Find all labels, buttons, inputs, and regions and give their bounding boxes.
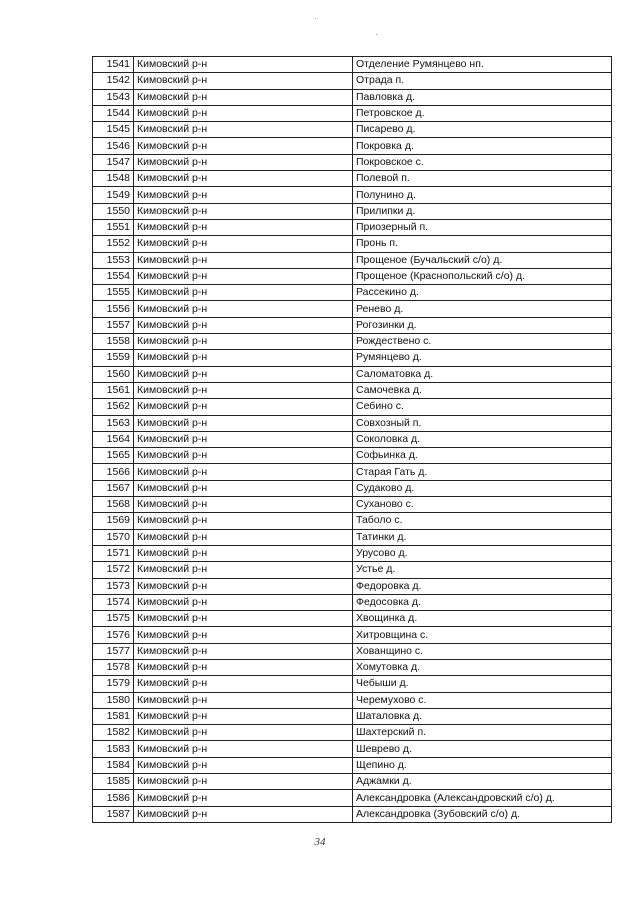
locality-cell: Судаково д. [353,480,612,496]
locality-cell: Полевой п. [353,171,612,187]
table-row [93,741,612,757]
row-number: 1584 [93,757,134,773]
locality-cell: Хитровщина с. [353,627,612,643]
row-number: 1549 [93,187,134,203]
row-number: 1582 [93,725,134,741]
row-number: 1553 [93,252,134,268]
table-row [93,138,612,154]
district-cell: Кимовский р-н [134,399,353,415]
district-cell: Кимовский р-н [134,806,353,822]
district-cell: Кимовский р-н [134,350,353,366]
table-row [93,89,612,105]
locality-cell: Рассекино д. [353,285,612,301]
row-number: 1580 [93,692,134,708]
table-row [93,350,612,366]
locality-cell: Татинки д. [353,529,612,545]
row-number: 1567 [93,480,134,496]
row-number: 1586 [93,790,134,806]
locality-cell: Шахтерский п. [353,725,612,741]
locality-cell: Старая Гать д. [353,464,612,480]
table-row [93,627,612,643]
locality-cell: Совхозный п. [353,415,612,431]
row-number: 1544 [93,105,134,121]
table-row [93,774,612,790]
row-number: 1551 [93,219,134,235]
district-cell: Кимовский р-н [134,611,353,627]
row-number: 1572 [93,562,134,578]
locality-cell: Аджамки д. [353,774,612,790]
page-number: 34 [314,836,326,848]
table-row [93,480,612,496]
locality-table-body [93,57,612,823]
scan-speck [315,18,316,19]
locality-cell: Хвощинка д. [353,611,612,627]
table-row [93,497,612,513]
table-row [93,203,612,219]
district-cell: Кимовский р-н [134,57,353,73]
district-cell: Кимовский р-н [134,725,353,741]
locality-cell: Рождествено с. [353,334,612,350]
district-cell: Кимовский р-н [134,252,353,268]
table-row [93,187,612,203]
table-row [93,448,612,464]
locality-cell: Писарево д. [353,122,612,138]
table-row [93,513,612,529]
row-number: 1545 [93,122,134,138]
district-cell: Кимовский р-н [134,122,353,138]
district-cell: Кимовский р-н [134,171,353,187]
locality-cell: Павловка д. [353,89,612,105]
row-number: 1563 [93,415,134,431]
district-cell: Кимовский р-н [134,219,353,235]
locality-cell: Себино с. [353,399,612,415]
locality-cell: Чебыши д. [353,676,612,692]
locality-cell: Прилипки д. [353,203,612,219]
district-cell: Кимовский р-н [134,545,353,561]
table-row [93,252,612,268]
row-number: 1541 [93,57,134,73]
table-row [93,692,612,708]
row-number: 1587 [93,806,134,822]
locality-cell: Щепино д. [353,757,612,773]
district-cell: Кимовский р-н [134,431,353,447]
district-cell: Кимовский р-н [134,285,353,301]
locality-cell: Черемухово с. [353,692,612,708]
row-number: 1573 [93,578,134,594]
table-row [93,105,612,121]
table-row [93,725,612,741]
row-number: 1585 [93,774,134,790]
locality-cell: Рогозинки д. [353,317,612,333]
locality-cell: Урусово д. [353,545,612,561]
row-number: 1566 [93,464,134,480]
locality-cell: Шаталовка д. [353,708,612,724]
district-cell: Кимовский р-н [134,594,353,610]
row-number: 1556 [93,301,134,317]
district-cell: Кимовский р-н [134,317,353,333]
row-number: 1547 [93,154,134,170]
row-number: 1546 [93,138,134,154]
table-row [93,382,612,398]
table-row [93,806,612,822]
table-row [93,611,612,627]
table-row [93,431,612,447]
district-cell: Кимовский р-н [134,334,353,350]
table-row [93,594,612,610]
row-number: 1542 [93,73,134,89]
district-cell: Кимовский р-н [134,529,353,545]
locality-cell: Соколовка д. [353,431,612,447]
district-cell: Кимовский р-н [134,578,353,594]
district-cell: Кимовский р-н [134,513,353,529]
locality-cell: Ренево д. [353,301,612,317]
row-number: 1562 [93,399,134,415]
district-cell: Кимовский р-н [134,105,353,121]
row-number: 1571 [93,545,134,561]
table-row [93,578,612,594]
row-number: 1555 [93,285,134,301]
district-cell: Кимовский р-н [134,659,353,675]
row-number: 1554 [93,268,134,284]
district-cell: Кимовский р-н [134,138,353,154]
row-number: 1559 [93,350,134,366]
locality-cell: Федосовка д. [353,594,612,610]
row-number: 1564 [93,431,134,447]
table-row [93,464,612,480]
locality-cell: Покровка д. [353,138,612,154]
locality-cell: Александровка (Зубовский с/о) д. [353,806,612,822]
locality-cell: Хомутовка д. [353,659,612,675]
table-row [93,545,612,561]
table-row [93,562,612,578]
locality-cell: Шеврево д. [353,741,612,757]
locality-cell: Таболо с. [353,513,612,529]
table-row [93,73,612,89]
scan-speck [376,34,377,35]
row-number: 1543 [93,89,134,105]
district-cell: Кимовский р-н [134,268,353,284]
table-row [93,643,612,659]
district-cell: Кимовский р-н [134,415,353,431]
table-row [93,154,612,170]
district-cell: Кимовский р-н [134,562,353,578]
district-cell: Кимовский р-н [134,203,353,219]
locality-cell: Румянцево д. [353,350,612,366]
locality-cell: Софьинка д. [353,448,612,464]
row-number: 1570 [93,529,134,545]
district-cell: Кимовский р-н [134,627,353,643]
locality-cell: Отделение Румянцево нп. [353,57,612,73]
row-number: 1557 [93,317,134,333]
locality-cell: Александровка (Александровский с/о) д. [353,790,612,806]
table-row [93,334,612,350]
district-cell: Кимовский р-н [134,154,353,170]
district-cell: Кимовский р-н [134,497,353,513]
district-cell: Кимовский р-н [134,464,353,480]
row-number: 1558 [93,334,134,350]
locality-cell: Петровское д. [353,105,612,121]
row-number: 1548 [93,171,134,187]
district-cell: Кимовский р-н [134,236,353,252]
row-number: 1565 [93,448,134,464]
row-number: 1560 [93,366,134,382]
locality-cell: Прощеное (Краснопольский с/о) д. [353,268,612,284]
row-number: 1583 [93,741,134,757]
locality-cell: Суханово с. [353,497,612,513]
locality-cell: Федоровка д. [353,578,612,594]
row-number: 1577 [93,643,134,659]
district-cell: Кимовский р-н [134,89,353,105]
table-row [93,236,612,252]
locality-cell: Самочевка д. [353,382,612,398]
district-cell: Кимовский р-н [134,480,353,496]
table-row [93,57,612,73]
table-row [93,301,612,317]
district-cell: Кимовский р-н [134,774,353,790]
row-number: 1578 [93,659,134,675]
locality-cell: Приозерный п. [353,219,612,235]
district-cell: Кимовский р-н [134,366,353,382]
district-cell: Кимовский р-н [134,708,353,724]
row-number: 1561 [93,382,134,398]
table-row [93,529,612,545]
table-row [93,122,612,138]
district-cell: Кимовский р-н [134,757,353,773]
district-cell: Кимовский р-н [134,73,353,89]
locality-table [92,56,612,823]
district-cell: Кимовский р-н [134,187,353,203]
row-number: 1576 [93,627,134,643]
locality-cell: Устье д. [353,562,612,578]
row-number: 1575 [93,611,134,627]
locality-cell: Полунино д. [353,187,612,203]
locality-cell: Покровское с. [353,154,612,170]
table-row [93,268,612,284]
district-cell: Кимовский р-н [134,382,353,398]
table-row [93,676,612,692]
table-row [93,659,612,675]
table-row [93,317,612,333]
district-cell: Кимовский р-н [134,676,353,692]
locality-cell: Пронь п. [353,236,612,252]
locality-cell: Отрада п. [353,73,612,89]
table-row [93,790,612,806]
row-number: 1574 [93,594,134,610]
district-cell: Кимовский р-н [134,448,353,464]
row-number: 1579 [93,676,134,692]
row-number: 1550 [93,203,134,219]
table-row [93,415,612,431]
district-cell: Кимовский р-н [134,741,353,757]
table-row [93,757,612,773]
district-cell: Кимовский р-н [134,301,353,317]
table-row [93,399,612,415]
row-number: 1552 [93,236,134,252]
table-row [93,366,612,382]
locality-cell: Хованщино с. [353,643,612,659]
row-number: 1581 [93,708,134,724]
district-cell: Кимовский р-н [134,643,353,659]
row-number: 1568 [93,497,134,513]
table-row [93,285,612,301]
district-cell: Кимовский р-н [134,790,353,806]
table-row [93,219,612,235]
table-row [93,171,612,187]
locality-cell: Прощеное (Бучальский с/о) д. [353,252,612,268]
district-cell: Кимовский р-н [134,692,353,708]
locality-cell: Саломатовка д. [353,366,612,382]
table-row [93,708,612,724]
row-number: 1569 [93,513,134,529]
